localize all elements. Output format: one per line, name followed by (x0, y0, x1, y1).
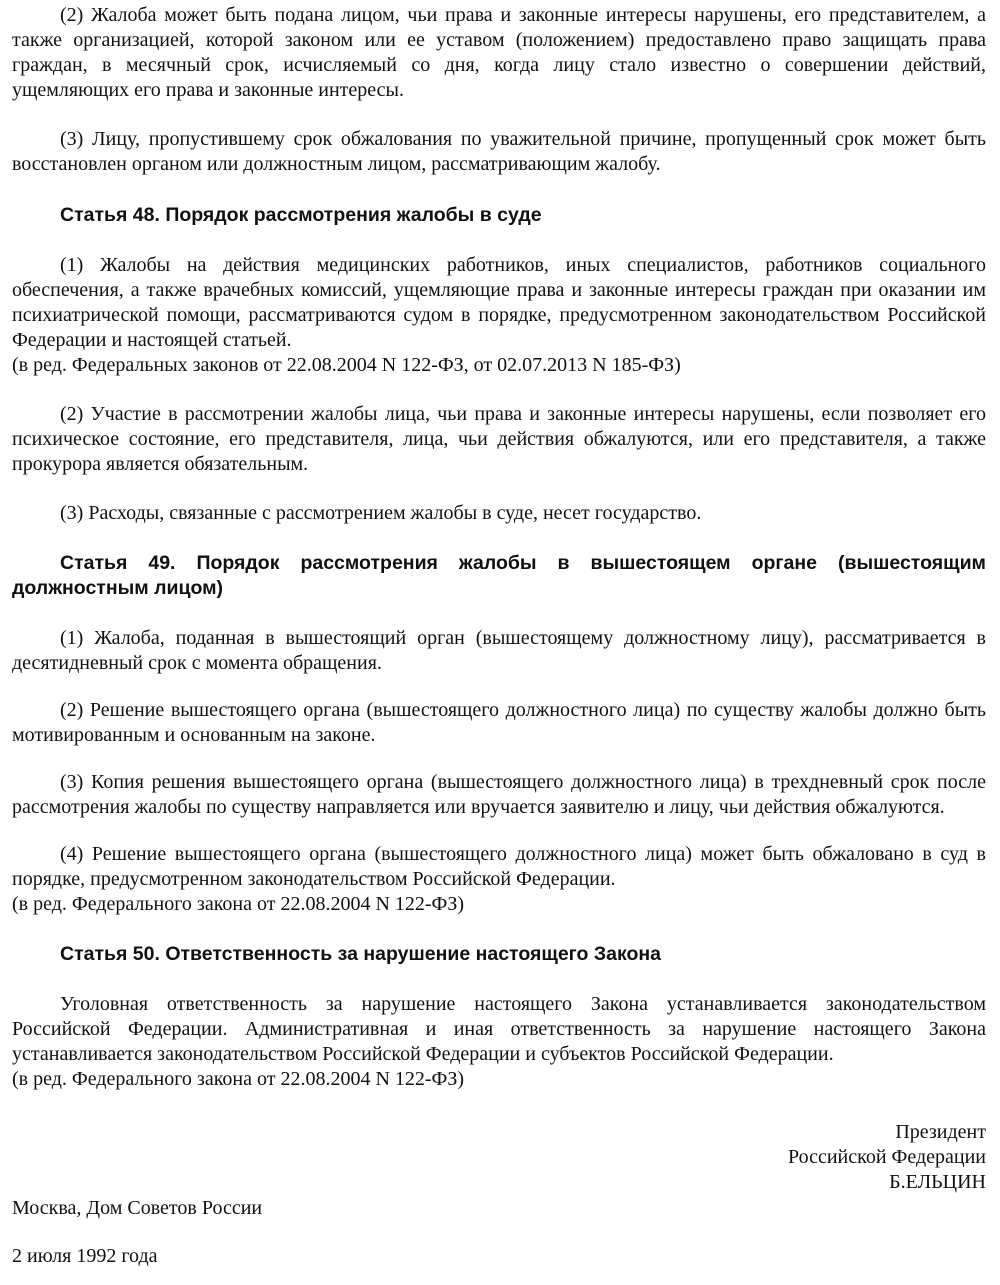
article48-paragraph-1-note: (в ред. Федеральных законов от 22.08.2004 N 122-ФЗ, от 02.07.2013 N 185-ФЗ) (12, 354, 681, 376)
document-page (12, 0, 986, 1269)
signature-title: Президент (895, 1121, 986, 1143)
article49-paragraph-4: (4) Решение вышестоящего органа (вышестоящего должностного лица) может быть обжаловано в суд в порядке, предусмотренном законодательством Российской Федерации. (12, 843, 986, 890)
article48-paragraph-2: (2) Участие в рассмотрении жалобы лица, чьи права и законные интересы нарушены, если позволяет его психическое состояние, его представителя, лица, чьи действия обжалуются, или его представителя, а также прокурора является обязательным. (12, 403, 986, 475)
article49-paragraph-3: (3) Копия решения вышестоящего органа (вышестоящего должностного лица) в трехдневный срок после рассмотрения жалобы по существу направляется или вручается заявителю и лицу, чьи действия обжалуются. (12, 771, 986, 818)
article49-paragraph-2: (2) Решение вышестоящего органа (вышестоящего должностного лица) по существу жалобы должно быть мотивированным и основанным на законе. (12, 699, 986, 746)
signing-date: 2 июля 1992 года (12, 1245, 158, 1267)
signature-block (12, 1120, 986, 1195)
article50-paragraph-1-note: (в ред. Федерального закона от 22.08.2004 N 122-ФЗ) (12, 1068, 465, 1090)
signing-place: Москва, Дом Советов России (12, 1197, 263, 1219)
article48-heading: Статья 48. Порядок рассмотрения жалобы в суде (60, 204, 542, 226)
signature-country: Российской Федерации (787, 1146, 986, 1168)
article49-heading: Статья 49. Порядок рассмотрения жалобы в вышестоящем органе (вышестоящим должностным лицом) (12, 552, 986, 599)
article48-paragraph-1: (1) Жалобы на действия медицинских работников, иных специалистов, работников социального обеспечения, а также врачебных комиссий, ущемляющие права и законные интересы граждан при оказании им психиатрической помощи, рассматриваются судом в порядке, предусмотренном законодательством Российской Федерации и настоящей статьей. (12, 254, 986, 351)
article47-paragraph-3: (3) Лицу, пропустившему срок обжалования по уважительной причине, пропущенный срок может быть восстановлен органом или должностным лицом, рассматривающим жалобу. (12, 128, 986, 175)
article49-paragraph-1: (1) Жалоба, поданная в вышестоящий орган (вышестоящему должностному лицу), рассматривается в десятидневный срок с момента обращения. (12, 627, 986, 674)
article49-paragraph-4-note: (в ред. Федерального закона от 22.08.2004 N 122-ФЗ) (12, 893, 465, 915)
article48-paragraph-3: (3) Расходы, связанные с рассмотрением жалобы в суде, несет государство. (60, 502, 702, 524)
article50-heading: Статья 50. Ответственность за нарушение настоящего Закона (60, 943, 661, 965)
article50-paragraph-1: Уголовная ответственность за нарушение настоящего Закона устанавливается законодательством Российской Федерации. Административная и иная ответственность за нарушение настоящего Закона устанавливается законодательством Российской Федерации и субъектов Российской Федерации. (12, 993, 986, 1065)
signature-name: Б.ЕЛЬЦИН (889, 1171, 986, 1193)
article47-paragraph-2: (2) Жалоба может быть подана лицом, чьи права и законные интересы нарушены, его представителем, а также организацией, которой законом или ее уставом (положением) предоставлено право защищать права граждан, в месячный срок, исчисляемый со дня, когда лицу стало известно о совершении действий, ущемляющих его права и законные интересы. (12, 4, 986, 101)
